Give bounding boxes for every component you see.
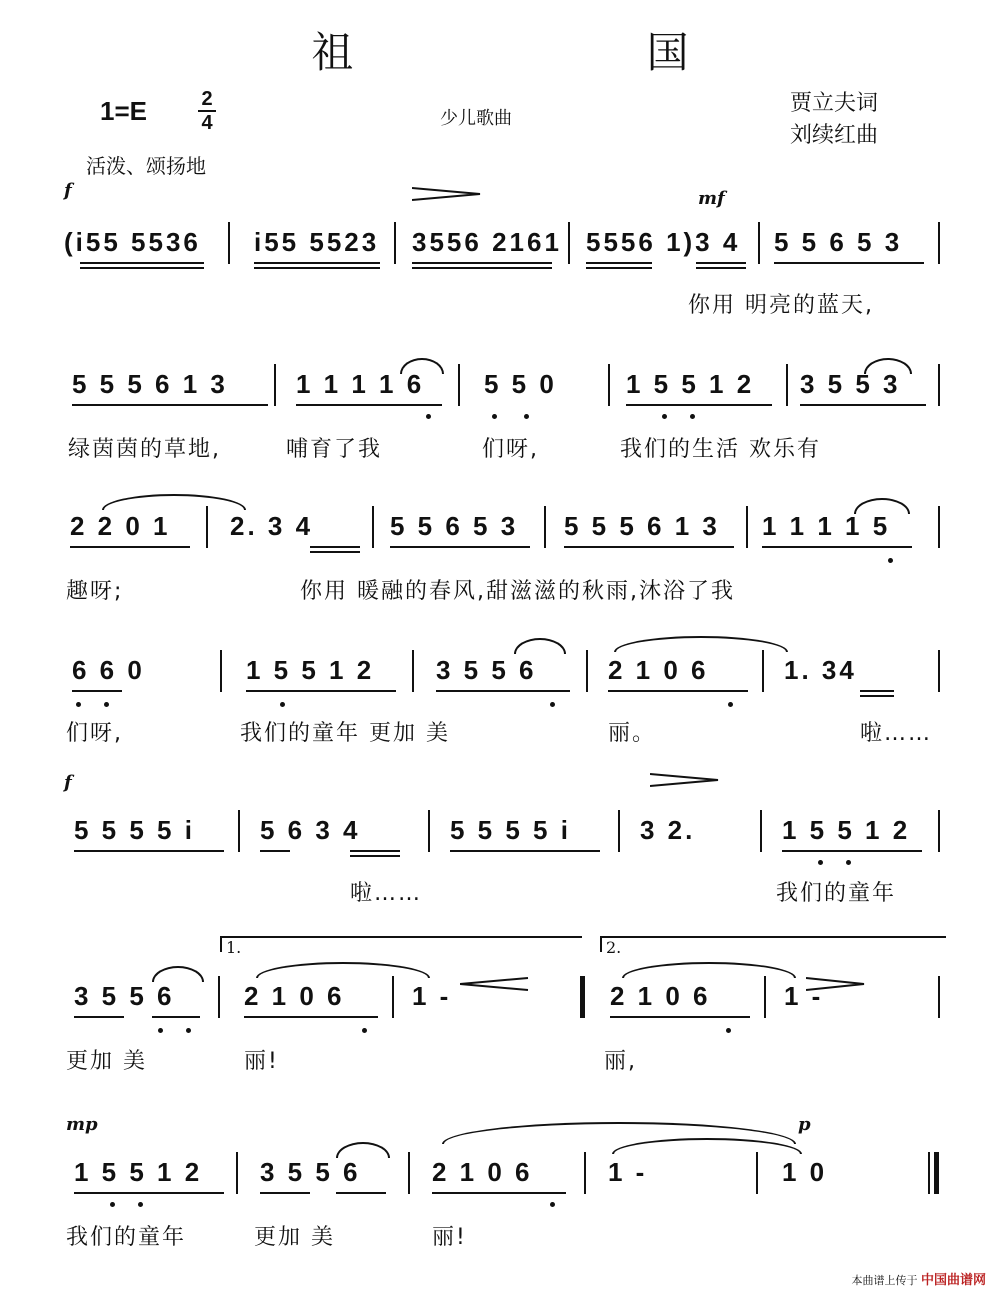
tie xyxy=(614,636,788,652)
slur xyxy=(514,638,566,654)
lyricist-credit: 贾立夫词 xyxy=(790,91,879,116)
barline xyxy=(586,650,588,692)
repeat-barline xyxy=(580,976,585,1018)
octave-dot xyxy=(888,558,893,563)
underline xyxy=(254,262,380,264)
lyric-line: 趣呀; xyxy=(66,579,124,604)
barline xyxy=(938,976,940,1018)
footer-site: 中国曲谱网 xyxy=(920,1273,986,1288)
final-barline xyxy=(934,1152,939,1194)
underline xyxy=(254,267,380,269)
barline xyxy=(238,810,240,852)
staff-row-6 xyxy=(60,976,960,1074)
measure: 3 5 5 6 xyxy=(260,1157,361,1187)
underline xyxy=(244,1016,378,1018)
slur xyxy=(864,358,912,374)
underline xyxy=(246,690,396,692)
tie xyxy=(102,494,246,510)
measure: 3556 2161 xyxy=(412,227,562,257)
barline xyxy=(408,1152,410,1194)
octave-dot xyxy=(76,702,81,707)
measure: 5556 1)3 4 xyxy=(586,227,741,257)
measure: 1 - xyxy=(412,981,452,1011)
measure: 2 1 0 6 xyxy=(432,1157,533,1187)
measure: 3 5 5 3 xyxy=(800,369,901,399)
octave-dot xyxy=(158,1028,163,1033)
song-title: 祖 国 xyxy=(311,28,829,77)
lyric-line: 丽! xyxy=(432,1225,467,1250)
lyric-line: 你用 暖融的春风,甜滋滋的秋雨,沐浴了我 xyxy=(300,579,735,604)
barline xyxy=(584,1152,586,1194)
measure: 3 2. xyxy=(640,815,696,845)
barline xyxy=(236,1152,238,1194)
underline xyxy=(608,690,748,692)
barline xyxy=(618,810,620,852)
underline xyxy=(70,546,190,548)
octave-dot xyxy=(426,414,431,419)
underline xyxy=(350,855,400,857)
measure: 1 - xyxy=(784,981,824,1011)
barline xyxy=(938,222,940,264)
barline xyxy=(938,506,940,548)
measure: 2 1 0 6 xyxy=(610,981,711,1011)
barline xyxy=(938,364,940,406)
underline xyxy=(336,1192,386,1194)
underline xyxy=(696,267,746,269)
tempo-marking: 活泼、颂扬地 xyxy=(86,154,206,178)
measure: 5 5 5 5 i xyxy=(74,815,195,845)
barline xyxy=(756,1152,758,1194)
dynamic-piano: p xyxy=(798,1114,811,1135)
barline xyxy=(220,650,222,692)
measure: 1 0 xyxy=(782,1157,828,1187)
staff-row-5 xyxy=(60,810,960,906)
key-signature: 1=E xyxy=(100,96,147,126)
staff-row-1 xyxy=(60,222,960,318)
underline xyxy=(774,262,924,264)
octave-dot xyxy=(818,860,823,865)
barline xyxy=(394,222,396,264)
underline xyxy=(74,850,224,852)
staff-row-3 xyxy=(60,506,960,604)
octave-dot xyxy=(138,1202,143,1207)
barline xyxy=(608,364,610,406)
octave-dot xyxy=(492,414,497,419)
lyric-line: 丽, xyxy=(604,1049,637,1074)
measure: 2 1 0 6 xyxy=(244,981,345,1011)
underline xyxy=(564,546,734,548)
dynamic-mezzo-piano: mp xyxy=(66,1114,98,1135)
octave-dot xyxy=(662,414,667,419)
underline xyxy=(74,1192,224,1194)
staff-row-2 xyxy=(60,364,960,462)
underline xyxy=(696,262,746,264)
lyric-line: 更加 美 xyxy=(254,1225,335,1250)
underline xyxy=(800,404,926,406)
lyric-line: 绿茵茵的草地, xyxy=(68,437,221,462)
octave-dot xyxy=(726,1028,731,1033)
barline xyxy=(412,650,414,692)
underline xyxy=(762,546,912,548)
underline xyxy=(626,404,772,406)
octave-dot xyxy=(550,1202,555,1207)
measure: 1 5 5 1 2 xyxy=(74,1157,203,1187)
barline xyxy=(544,506,546,548)
barline xyxy=(746,506,748,548)
underline xyxy=(450,850,600,852)
barline xyxy=(758,222,760,264)
barline xyxy=(938,650,940,692)
lyric-line: 我们的童年 更加 美 xyxy=(240,721,450,746)
measure: i55 5523 xyxy=(254,227,380,257)
underline xyxy=(586,267,652,269)
lyric-line: 我们的生活 欢乐有 xyxy=(620,437,821,462)
measure: (i55 5536 xyxy=(64,227,201,257)
accent-mark xyxy=(650,772,720,788)
measure: 1 - xyxy=(608,1157,648,1187)
barline xyxy=(786,364,788,406)
underline xyxy=(80,262,204,264)
octave-dot xyxy=(104,702,109,707)
barline xyxy=(764,976,766,1018)
underline xyxy=(782,850,922,852)
lyric-line: 你用 明亮的蓝天, xyxy=(688,293,874,318)
underline xyxy=(350,850,400,852)
underline xyxy=(390,546,530,548)
measure: 1 5 5 1 2 xyxy=(626,369,755,399)
barline xyxy=(274,364,276,406)
staff-row-4 xyxy=(60,650,960,746)
measure: 2 1 0 6 xyxy=(608,655,709,685)
measure: 1 1 1 1 5 xyxy=(762,511,891,541)
measure: 1 5 5 1 2 xyxy=(782,815,911,845)
composer-credit: 刘续红曲 xyxy=(790,123,879,148)
underline xyxy=(586,262,652,264)
staff-row-7 xyxy=(60,1152,960,1250)
time-denominator: 4 xyxy=(201,112,213,134)
measure: 1 5 5 1 2 xyxy=(246,655,375,685)
slur xyxy=(152,966,204,982)
measure: 5 5 5 5 i xyxy=(450,815,571,845)
barline xyxy=(218,976,220,1018)
barline xyxy=(568,222,570,264)
lyric-line: 啦…… xyxy=(350,881,423,906)
barline xyxy=(458,364,460,406)
measure: 3 5 5 6 xyxy=(436,655,537,685)
measure: 1. 34 xyxy=(784,655,857,685)
slur xyxy=(854,498,910,514)
accent-mark xyxy=(412,186,482,202)
underline xyxy=(80,267,204,269)
octave-dot xyxy=(186,1028,191,1033)
underline xyxy=(74,1016,124,1018)
barline xyxy=(938,810,940,852)
underline xyxy=(860,690,894,692)
time-numerator: 2 xyxy=(201,88,213,110)
measure: 5 5 0 xyxy=(484,369,557,399)
barline xyxy=(228,222,230,264)
octave-dot xyxy=(690,414,695,419)
lyric-line: 丽! xyxy=(244,1049,279,1074)
measure: 5 5 6 5 3 xyxy=(774,227,903,257)
barline xyxy=(206,506,208,548)
lyric-line: 丽。 xyxy=(608,721,657,746)
slur xyxy=(336,1142,390,1158)
underline xyxy=(436,690,570,692)
dynamic-forte: f xyxy=(64,180,72,201)
underline xyxy=(610,1016,750,1018)
lyric-line: 我们的童年 xyxy=(66,1225,187,1250)
volta-second-ending: 2. xyxy=(600,936,946,952)
slur xyxy=(400,358,444,374)
lyric-line: 我们的童年 xyxy=(776,881,897,906)
footer-watermark xyxy=(851,1269,986,1288)
underline xyxy=(72,690,122,692)
measure: 2. 3 4 xyxy=(230,511,314,541)
measure: 6 6 0 xyxy=(72,655,145,685)
barline xyxy=(762,650,764,692)
tie xyxy=(256,962,430,978)
final-barline xyxy=(928,1152,930,1194)
lyric-line: 哺育了我 xyxy=(286,437,383,462)
volta-first-ending: 1. xyxy=(220,936,582,952)
octave-dot xyxy=(362,1028,367,1033)
lyric-line: 们呀, xyxy=(66,721,123,746)
underline xyxy=(412,262,552,264)
tie xyxy=(622,962,796,978)
octave-dot xyxy=(280,702,285,707)
measure: 1 1 1 1 6 xyxy=(296,369,425,399)
measure: 5 5 5 6 1 3 xyxy=(72,369,228,399)
measure: 5 6 3 4 xyxy=(260,815,361,845)
underline xyxy=(296,404,442,406)
underline xyxy=(152,1016,200,1018)
underline xyxy=(72,404,268,406)
dynamic-forte: f xyxy=(64,772,72,793)
underline xyxy=(432,1192,566,1194)
underline xyxy=(412,267,552,269)
measure: 3 5 5 6 xyxy=(74,981,175,1011)
barline xyxy=(760,810,762,852)
underline xyxy=(310,551,360,553)
octave-dot xyxy=(524,414,529,419)
barline xyxy=(372,506,374,548)
octave-dot xyxy=(550,702,555,707)
time-signature xyxy=(196,88,218,134)
lyric-line: 更加 美 xyxy=(66,1049,147,1074)
octave-dot xyxy=(846,860,851,865)
octave-dot xyxy=(110,1202,115,1207)
dynamic-mezzo-forte: mf xyxy=(698,188,725,209)
underline xyxy=(860,695,894,697)
underline xyxy=(260,1192,310,1194)
underline xyxy=(260,850,290,852)
barline xyxy=(392,976,394,1018)
lyric-line: 们呀, xyxy=(482,437,539,462)
underline xyxy=(310,546,360,548)
barline xyxy=(428,810,430,852)
footer-text: 本曲谱上传于 xyxy=(851,1274,918,1287)
measure: 5 5 5 6 1 3 xyxy=(564,511,720,541)
octave-dot xyxy=(728,702,733,707)
measure: 5 5 6 5 3 xyxy=(390,511,519,541)
genre-label: 少儿歌曲 xyxy=(440,108,512,129)
measure: 2 2 0 1 xyxy=(70,511,171,541)
lyric-line: 啦…… xyxy=(860,721,933,746)
